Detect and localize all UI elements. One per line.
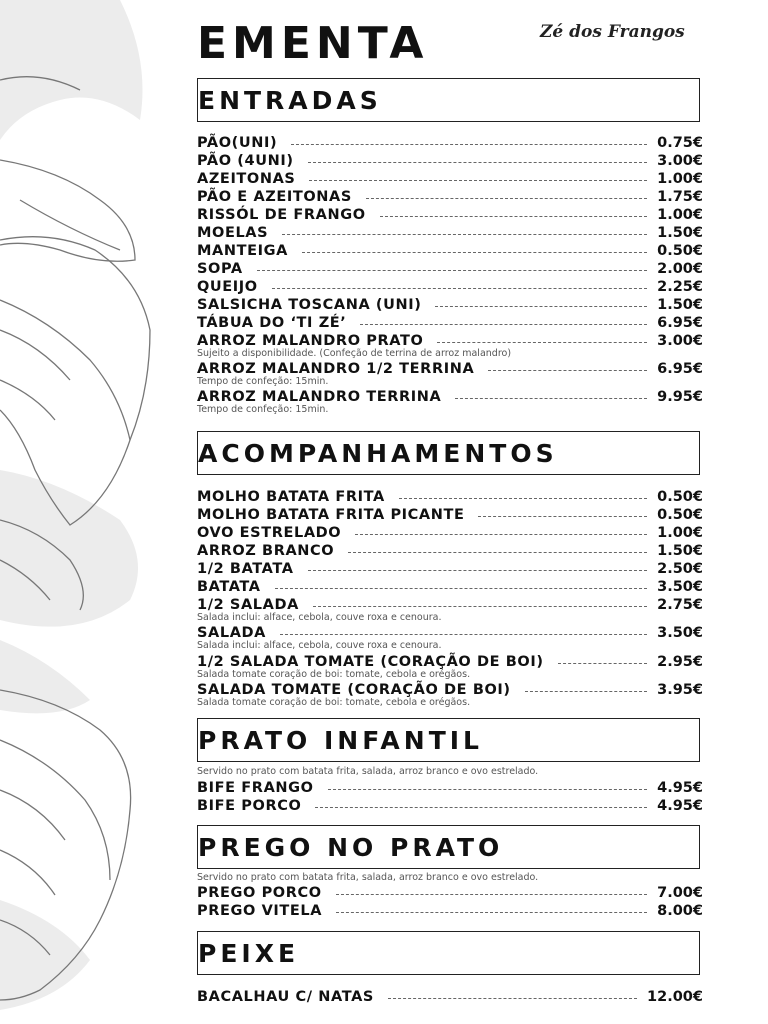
item-price: 3.50€ [657, 624, 703, 641]
section-header [197, 431, 700, 475]
menu-item [197, 578, 703, 595]
dot-leader [328, 789, 648, 790]
section-header [197, 931, 700, 975]
section-title: PREGO NO PRATO [198, 832, 504, 862]
menu-item [197, 134, 703, 151]
item-price: 0.75€ [657, 134, 703, 151]
item-name: ARROZ MALANDRO TERRINA [197, 388, 442, 405]
dot-leader [435, 306, 647, 307]
item-note: Salada tomate coração de boi: tomate, cebola e orégãos. [197, 697, 471, 708]
item-price: 2.50€ [657, 560, 703, 577]
item-price: 8.00€ [657, 902, 703, 919]
menu-title: EMENTA [197, 18, 429, 69]
dot-leader [282, 234, 647, 235]
dot-leader [272, 288, 647, 289]
dot-leader [280, 634, 647, 635]
item-name: TÁBUA DO ‘TI ZÉ’ [197, 314, 347, 331]
item-name: ARROZ MALANDRO 1/2 TERRINA [197, 360, 475, 377]
item-name: PÃO (4UNI) [197, 152, 294, 169]
item-price: 0.50€ [657, 506, 703, 523]
item-name: QUEIJO [197, 278, 258, 295]
dot-leader [348, 552, 647, 553]
dot-leader [455, 398, 647, 399]
item-name: MOLHO BATATA FRITA PICANTE [197, 506, 465, 523]
item-name: PÃO(UNI) [197, 134, 278, 151]
item-price: 3.00€ [657, 332, 703, 349]
dot-leader [355, 534, 647, 535]
section-intro: Servido no prato com batata frita, salada, arroz branco e ovo estrelado. [197, 872, 539, 883]
dot-leader [275, 588, 648, 589]
item-price: 1.75€ [657, 188, 703, 205]
item-price: 9.95€ [657, 388, 703, 405]
item-name: 1/2 SALADA TOMATE (CORAÇÃO DE BOI) [197, 653, 544, 670]
item-price: 4.95€ [657, 797, 703, 814]
item-name: PREGO PORCO [197, 884, 322, 901]
menu-item [197, 681, 703, 698]
item-price: 3.50€ [657, 578, 703, 595]
section-title: ENTRADAS [198, 85, 382, 115]
item-note: Salada inclui: alface, cebola, couve roxa e cenoura. [197, 640, 442, 651]
menu-item [197, 797, 703, 814]
menu-item [197, 884, 703, 901]
item-name: SALADA [197, 624, 266, 641]
item-name: SALADA TOMATE (CORAÇÃO DE BOI) [197, 681, 511, 698]
item-name: SALSICHA TOSCANA (UNI) [197, 296, 422, 313]
item-name: 1/2 BATATA [197, 560, 294, 577]
item-note: Salada inclui: alface, cebola, couve roxa e cenoura. [197, 612, 442, 623]
dot-leader [360, 324, 647, 325]
dot-leader [315, 807, 647, 808]
dot-leader [488, 370, 647, 371]
dot-leader [308, 570, 648, 571]
dot-leader [388, 998, 637, 999]
dot-leader [478, 516, 647, 517]
section-title: ACOMPANHAMENTOS [198, 438, 558, 468]
item-note: Salada tomate coração de boi: tomate, cebola e orégãos. [197, 669, 471, 680]
dot-leader [291, 144, 647, 145]
item-price: 0.50€ [657, 488, 703, 505]
item-name: ARROZ MALANDRO PRATO [197, 332, 424, 349]
menu-item [197, 988, 703, 1005]
item-note: Tempo de confeção: 15min. [197, 376, 329, 387]
item-price: 6.95€ [657, 360, 703, 377]
item-price: 12.00€ [647, 988, 703, 1005]
menu-item [197, 242, 703, 259]
menu-item [197, 332, 703, 349]
menu-item [197, 524, 703, 541]
dot-leader [313, 606, 647, 607]
item-price: 3.00€ [657, 152, 703, 169]
item-price: 7.00€ [657, 884, 703, 901]
menu-item [197, 488, 703, 505]
section-intro: Servido no prato com batata frita, salada, arroz branco e ovo estrelado. [197, 766, 539, 777]
item-price: 2.75€ [657, 596, 703, 613]
menu-item [197, 596, 703, 613]
menu-item [197, 206, 703, 223]
item-name: BIFE PORCO [197, 797, 302, 814]
section-title: PRATO INFANTIL [198, 725, 483, 755]
restaurant-logo: Zé dos Frangos [540, 22, 685, 42]
menu-item [197, 188, 703, 205]
item-name: SOPA [197, 260, 243, 277]
dot-leader [309, 180, 647, 181]
section-header [197, 825, 700, 869]
menu-item [197, 902, 703, 919]
item-price: 1.00€ [657, 170, 703, 187]
dot-leader [336, 894, 647, 895]
item-name: MOLHO BATATA FRITA [197, 488, 385, 505]
item-name: PÃO E AZEITONAS [197, 188, 352, 205]
item-price: 3.95€ [657, 681, 703, 698]
dot-leader [558, 663, 648, 664]
menu-item [197, 624, 703, 641]
item-price: 1.00€ [657, 524, 703, 541]
item-price: 2.25€ [657, 278, 703, 295]
item-name: BATATA [197, 578, 261, 595]
item-name: 1/2 SALADA [197, 596, 299, 613]
dot-leader [437, 342, 647, 343]
item-price: 1.50€ [657, 542, 703, 559]
menu-item [197, 779, 703, 796]
item-name: BIFE FRANGO [197, 779, 314, 796]
item-price: 1.50€ [657, 224, 703, 241]
item-name: ARROZ BRANCO [197, 542, 335, 559]
menu-item [197, 152, 703, 169]
item-price: 4.95€ [657, 779, 703, 796]
section-header [197, 78, 700, 122]
dot-leader [366, 198, 647, 199]
item-name: MANTEIGA [197, 242, 288, 259]
dot-leader [257, 270, 647, 271]
item-note: Tempo de confeção: 15min. [197, 404, 329, 415]
item-price: 1.00€ [657, 206, 703, 223]
dot-leader [380, 216, 647, 217]
dot-leader [336, 912, 647, 913]
section-title: PEIXE [198, 938, 300, 968]
item-note: Sujeito a disponibilidade. (Confeção de terrina de arroz malandro) [197, 348, 512, 359]
menu-item [197, 560, 703, 577]
dot-leader [399, 498, 647, 499]
menu-item [197, 653, 703, 670]
item-price: 1.50€ [657, 296, 703, 313]
item-name: OVO ESTRELADO [197, 524, 342, 541]
dot-leader [302, 252, 647, 253]
item-price: 6.95€ [657, 314, 703, 331]
menu-item [197, 278, 703, 295]
menu-item [197, 360, 703, 377]
item-name: PREGO VITELA [197, 902, 323, 919]
section-header [197, 718, 700, 762]
leaf-decoration [0, 0, 160, 1024]
item-price: 2.95€ [657, 653, 703, 670]
item-name: RISSÓL DE FRANGO [197, 206, 366, 223]
menu-item [197, 296, 703, 313]
menu-item [197, 542, 703, 559]
menu-item [197, 224, 703, 241]
menu-item [197, 260, 703, 277]
item-name: BACALHAU C/ NATAS [197, 988, 374, 1005]
menu-item [197, 314, 703, 331]
item-price: 0.50€ [657, 242, 703, 259]
menu-item [197, 170, 703, 187]
menu-item [197, 506, 703, 523]
item-name: MOELAS [197, 224, 269, 241]
item-price: 2.00€ [657, 260, 703, 277]
dot-leader [525, 691, 647, 692]
dot-leader [308, 162, 648, 163]
menu-item [197, 388, 703, 405]
item-name: AZEITONAS [197, 170, 296, 187]
